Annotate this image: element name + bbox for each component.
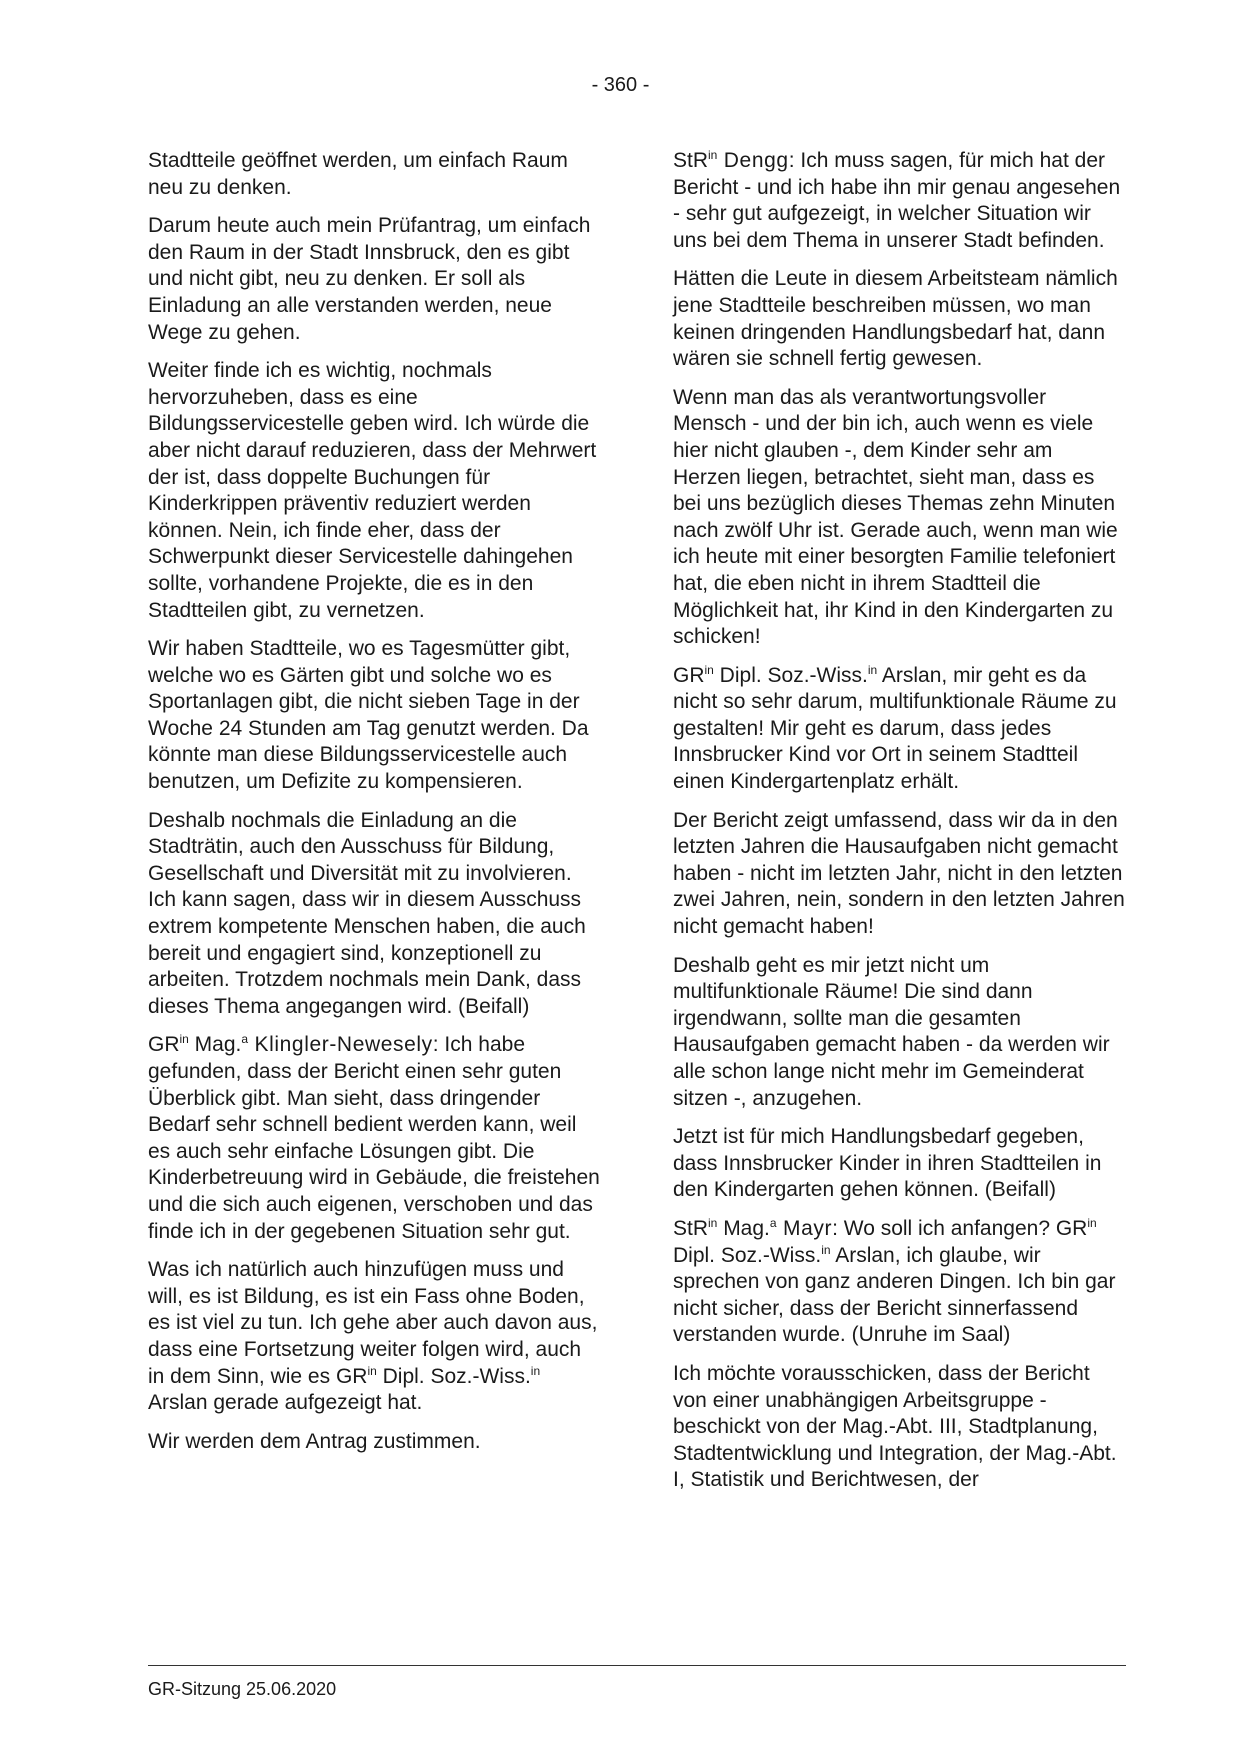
- title-gr: GR: [1055, 1216, 1088, 1240]
- speech-text: : Wo soll ich anfangen?: [832, 1216, 1056, 1240]
- speech-text: : Ich muss sagen, für mich hat der Bericht - und ich habe ihn mir genau angesehen - sehr gut aufgezeigt, in welcher Situation wir uns bei dem Thema in unserer Stadt befinden.: [673, 149, 1121, 252]
- title-gr: GR: [148, 1033, 180, 1057]
- title-dipl: Dipl. Soz.-Wiss.: [673, 1243, 822, 1267]
- speaker-name: Dengg: [717, 149, 789, 172]
- title-dipl: Dipl. Soz.-Wiss.: [713, 663, 868, 687]
- speech-text: : Ich habe gefunden, dass der Bericht einen sehr guten Überblick gibt. Man sieht, dass dringender Bedarf sehr schnell bedient werden kann, weil es auch sehr einfache Lösungen gibt. Die Kinderbetreuung wird in Gebäude, die freistehen und die sich auch eigenen, verschoben und das finde ich in der gegebenen Situation sehr gut.: [148, 1033, 600, 1243]
- paragraph: Wir werden dem Antrag zustimmen.: [148, 1429, 481, 1453]
- paragraph: Darum heute auch mein Prüfantrag, um einfach den Raum in der Stadt Innsbruck, den es gibt und nicht gibt, neu zu denken. Er soll als Einladung an alle verstanden werden, neue Wege zu gehen.: [148, 214, 591, 344]
- paragraph: Jetzt ist für mich Handlungsbedarf gegeben, dass Innsbrucker Kinder in ihren Stadtteilen in den Kindergarten gehen können. (Beifall): [673, 1125, 1102, 1202]
- footer-divider: [148, 1665, 1126, 1666]
- title-str: StR: [673, 1216, 709, 1240]
- title-dipl-suffix: in: [867, 662, 878, 677]
- title-str-suffix: in: [708, 148, 718, 162]
- title-mag: Mag.: [717, 1216, 770, 1240]
- title-str-suffix: in: [708, 1215, 718, 1230]
- paragraph-text: Was ich natürlich auch hinzufügen muss und will, es ist Bildung, es ist ein Fass ohne Boden, es ist viel zu tun. Ich gehe aber auch davon aus, dass eine Fortsetzung weiter folgen wird, auch in dem Sinn, wie es: [148, 1258, 598, 1388]
- footer-session-date: GR-Sitzung 25.06.2020: [148, 1679, 337, 1699]
- left-column: [148, 148, 600, 1467]
- paragraph: [148, 1257, 600, 1417]
- title-str: StR: [673, 149, 709, 172]
- paragraph: Deshalb nochmals die Einladung an die Stadträtin, auch den Ausschuss für Bildung, Gesellschaft und Diversität mit zu involvieren. Ich kann sagen, dass wir in diesem Ausschuss extrem kompetente Menschen haben, die auch bereit und engagiert sind, konzeptionell zu arbeiten. Trotzdem nochmals mein Dank, dass dieses Thema angegangen wird. (Beifall): [148, 808, 586, 1018]
- title-gr-suffix: in: [1087, 1215, 1097, 1230]
- paragraph: Deshalb geht es mir jetzt nicht um multifunktionale Räume! Die sind dann irgendwann, sollte man die gesamten Hausaufgaben gemacht haben - da werden wir alle schon lange nicht mehr im Gemeinderat sitzen -, anzugehen.: [673, 953, 1110, 1110]
- paragraph: Ich möchte vorausschicken, dass der Bericht von einer unabhängigen Arbeitsgruppe - beschickt von der Mag.-Abt. III, Stadtplanung, Stadtentwicklung und Integration, der Mag.-Abt. I, Statistik und Berichtwesen, der: [673, 1361, 1117, 1492]
- paragraph: Wenn man das als verantwortungsvoller Mensch - und der bin ich, auch wenn es viele hier nicht glauben -, dem Kinder sehr am Herzen liegen, betrachtet, sieht man, dass es bei uns bezüglich dieses Themas zehn Minuten nach zwölf Uhr ist. Gerade auch, wenn man wie ich heute mit einer besorgten Familie telefoniert hat, die eben nicht in ihrem Stadtteil die Möglichkeit hat, ihr Kind in den Kindergarten zu schicken!: [673, 385, 1118, 649]
- paragraph-text: Arslan, mir geht es da nicht so sehr darum, multifunktionale Räume zu gestalten! Mir geht es darum, dass jedes Innsbrucker Kind vor Ort in seinem Stadtteil einen Kindergartenplatz erhält.: [673, 663, 1117, 794]
- speech-klingler-newesely: [148, 1032, 600, 1245]
- paragraph: [673, 663, 1125, 796]
- speech-dengg: [673, 148, 1125, 254]
- title-gr-suffix: in: [367, 1363, 377, 1378]
- paragraph: Weiter finde ich es wichtig, nochmals hervorzuheben, dass es eine Bildungsservicestelle geben wird. Ich würde die aber nicht darauf reduzieren, dass der Mehrwert der ist, dass doppelte Buchungen für Kinderkrippen präventiv reduziert werden können. Nein, ich finde eher, dass der Schwerpunkt dieser Servicestelle dahingehen sollte, vorhandene Projekte, die es in den Stadtteilen gibt, zu vernetzen.: [148, 359, 597, 622]
- title-gr-suffix: in: [704, 662, 714, 677]
- speech-mayr: [673, 1216, 1125, 1349]
- title-mag: Mag.: [188, 1033, 242, 1057]
- title-dipl-suffix: in: [821, 1242, 831, 1257]
- title-dipl-suffix: in: [530, 1363, 541, 1378]
- title-gr: GR: [673, 663, 705, 687]
- title-gr: GR: [335, 1364, 368, 1388]
- paragraph: Stadtteile geöffnet werden, um einfach Raum neu zu denken.: [148, 149, 568, 199]
- title-mag-suffix: a: [769, 1215, 777, 1230]
- right-column: [673, 148, 1125, 1506]
- speaker-name: Mayr: [776, 1216, 833, 1240]
- speech-text: Arslan, ich glaube, wir sprechen von ganz anderen Dingen. Ich bin gar nicht sicher, dass der Bericht sinnerfassend verstanden wurde. (Unruhe im Saal): [673, 1243, 1116, 1347]
- title-dipl: Dipl. Soz.-Wiss.: [376, 1364, 531, 1388]
- paragraph: Hätten die Leute in diesem Arbeitsteam nämlich jene Stadtteile beschreiben müssen, wo man keinen dringenden Handlungsbedarf hat, dann wären sie schnell fertig gewesen.: [673, 267, 1118, 371]
- page-number: - 360 -: [591, 74, 650, 96]
- speaker-name: Klingler-Newesely: [248, 1033, 433, 1057]
- title-gr-suffix: in: [179, 1032, 189, 1047]
- paragraph: Wir haben Stadtteile, wo es Tagesmütter gibt, welche wo es Gärten gibt und solche wo es Sportanlagen gibt, die nicht sieben Tage in der Woche 24 Stunden am Tag genutzt werden. Da könnte man diese Bildungsservicestelle auch benutzen, um Defizite zu kompensieren.: [148, 637, 589, 794]
- title-mag-suffix: a: [241, 1032, 249, 1047]
- paragraph: Der Bericht zeigt umfassend, dass wir da in den letzten Jahren die Hausaufgaben nicht gemacht haben - nicht im letzten Jahr, nicht in den letzten zwei Jahren, nein, sondern in den letzten Jahren nicht gemacht haben!: [673, 808, 1125, 939]
- paragraph-text: Arslan gerade aufgezeigt hat.: [148, 1391, 423, 1415]
